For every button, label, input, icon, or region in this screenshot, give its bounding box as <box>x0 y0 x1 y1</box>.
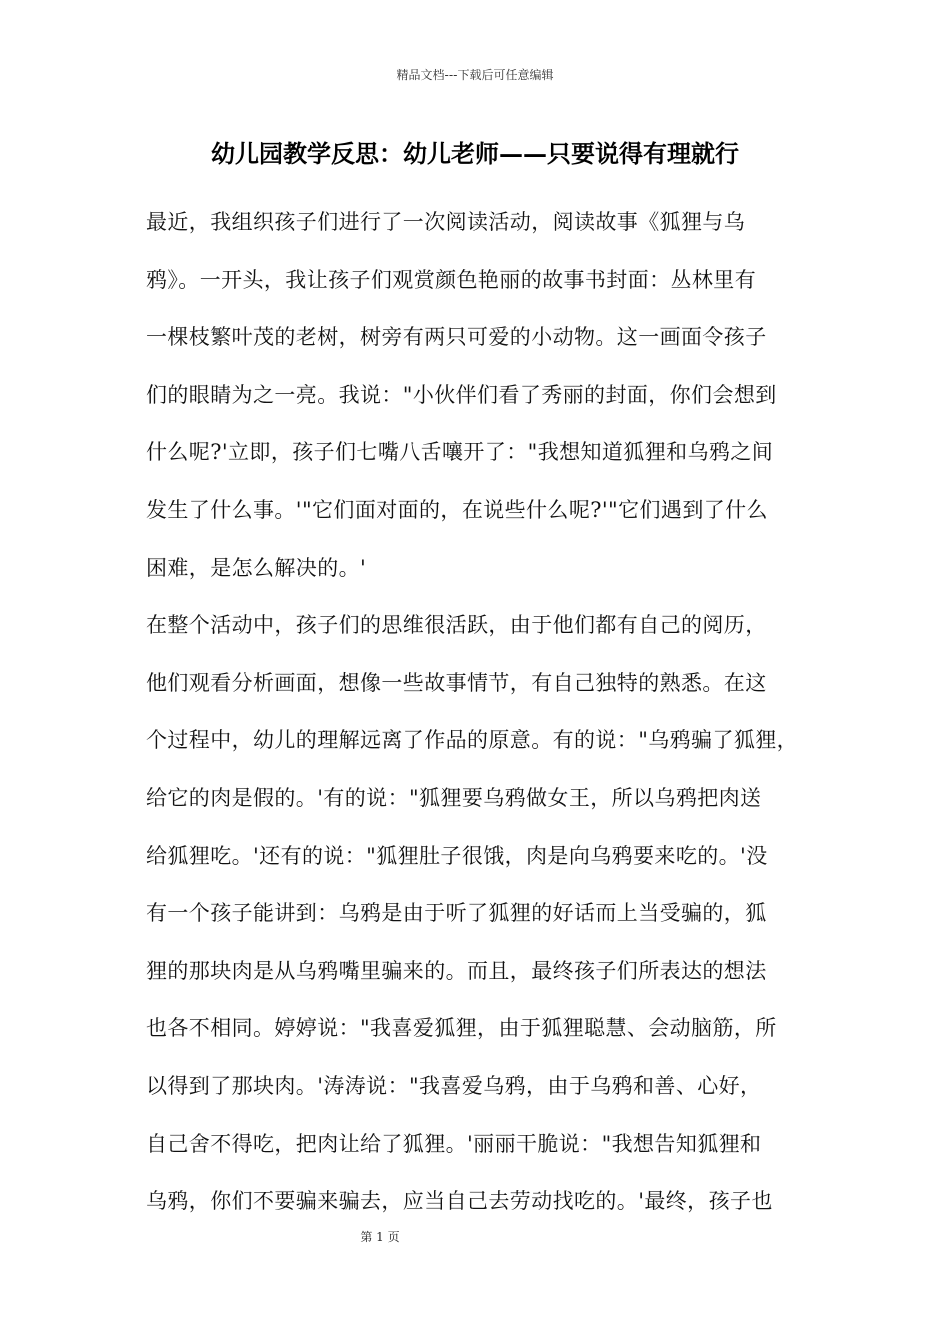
page-number: 第 1 页 <box>360 1230 400 1244</box>
body-line: 也各不相同。婷婷说："我喜爱狐狸，由于狐狸聪慧、会动脑筋，所 <box>146 1016 777 1041</box>
body-line: 什么呢?'立即，孩子们七嘴八舌嚷开了："我想知道狐狸和乌鸦之间 <box>146 440 774 465</box>
body-line: 以得到了那块肉。'涛涛说："我喜爱乌鸦，由于乌鸦和善、心好， <box>146 1073 762 1098</box>
body-line: 给狐狸吃。'还有的说："狐狸肚子很饿，肉是向乌鸦要来吃的。'没 <box>146 843 768 868</box>
body-line: 困难，是怎么解决的。' <box>146 555 367 580</box>
page-header: 精品文档---下载后可任意编辑 <box>396 68 554 82</box>
document-body <box>146 202 816 1239</box>
document-title: 幼儿园教学反思：幼儿老师——只要说得有理就行 <box>211 139 739 168</box>
body-line: 给它的肉是假的。'有的说："狐狸要乌鸦做女王，所以乌鸦把肉送 <box>146 785 762 810</box>
body-line: 一棵枝繁叶茂的老树，树旁有两只可爱的小动物。这一画面令孩子 <box>146 325 767 350</box>
body-line: 狸的那块肉是从乌鸦嘴里骗来的。而且，最终孩子们所表达的想法 <box>146 958 767 983</box>
body-line: 有一个孩子能讲到：乌鸦是由于听了狐狸的好话而上当受骗的，狐 <box>146 901 767 926</box>
body-line: 他们观看分析画面，想像一些故事情节，有自己独特的熟悉。在这 <box>146 670 767 695</box>
body-line: 发生了什么事。'"它们面对面的，在说些什么呢?'"它们遇到了什么 <box>146 497 768 522</box>
body-line: 乌鸦，你们不要骗来骗去，应当自己去劳动找吃的。'最终，孩子也 <box>146 1189 773 1214</box>
body-line: 鸦》。一开头，我让孩子们观赏颜色艳丽的故事书封面：丛林里有 <box>146 267 757 292</box>
body-line: 们的眼睛为之一亮。我说："小伙伴们看了秀丽的封面，你们会想到 <box>146 382 777 407</box>
body-line: 在整个活动中，孩子们的思维很活跃，由于他们都有自己的阅历， <box>146 613 767 638</box>
body-line: 个过程中，幼儿的理解远离了作品的原意。有的说："乌鸦骗了狐狸， <box>146 728 799 753</box>
body-line: 自己舍不得吃，把肉让给了狐狸。'丽丽干脆说："我想告知狐狸和 <box>146 1131 762 1156</box>
body-line: 最近，我组织孩子们进行了一次阅读活动，阅读故事《狐狸与乌 <box>146 210 746 234</box>
